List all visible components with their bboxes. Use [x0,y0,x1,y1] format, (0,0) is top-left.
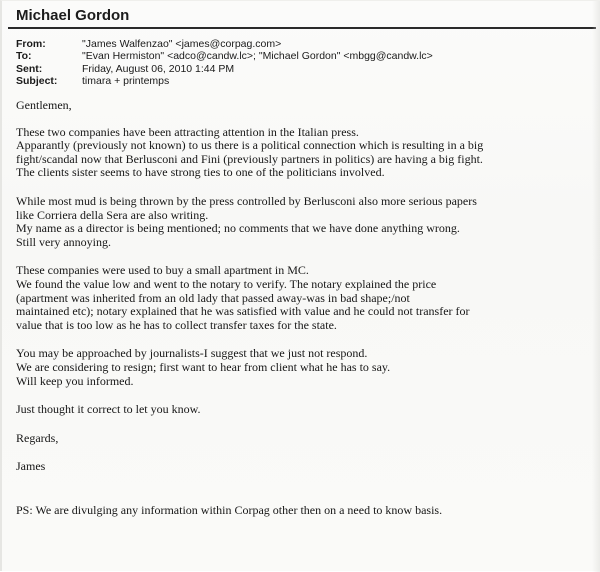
paragraph-1 [16,126,591,180]
paragraph-line: value that is too low as he has to collect transfer taxes for the state. [16,317,337,332]
recipient-title-bar [8,5,596,29]
paragraph-line: The clients sister seems to have strong ties to one of the politicians involved. [16,165,385,180]
recipient-name-title: Michael Gordon [16,7,130,24]
paragraph-5: Just thought it correct to let you know. [16,402,201,417]
header-from-label: From: [16,38,46,50]
paragraph-line: You may be approached by journalists-I suggest that we just not respond. [16,346,368,361]
paragraph-line: We are considering to resign; first want to hear from client what he has to say. [16,359,391,374]
header-to-label: To: [16,50,32,63]
email-body [16,99,591,517]
paragraph-line: maintained etc); notary explained that he was satisfied with value and he could not transfer for [16,304,470,319]
paragraph-line: fight/scandal now that Berlusconi and Fini (previously partners in politics) are having a big fight. [16,151,483,166]
header-to [16,50,433,62]
paragraph-line: While most mud is being thrown by the press controlled by Berlusconi also more serious papers [16,193,477,208]
header-subject [16,75,433,87]
greeting: Gentlemen, [16,98,72,112]
paragraph-line: Apparantly (previously not known) to us there is a political connection which is resulting in a big [16,138,484,153]
header-subject-label: Subject: [16,75,58,88]
paragraph-4 [16,347,591,388]
paragraph-line: like Corriera della Sera are also writing. [16,207,209,222]
header-sent-label: Sent: [16,62,43,75]
paragraph-line: (apartment was inherited from an old lady that passed away-was in bad shape;/not [16,290,410,305]
header-to-value: "Evan Hermiston" <adco@candw.lc>; "Michael Gordon" <mbgg@candw.lc> [82,50,433,63]
paragraph-line: Still very annoying. [16,234,111,249]
paragraph-line: Will keep you informed. [16,373,134,388]
postscript: PS: We are divulging any information within Corpag other then on a need to know basis. [16,502,443,517]
email-headers [16,38,433,88]
header-subject-value: timara + printemps [82,75,170,88]
header-from [16,38,433,50]
header-sent-value: Friday, August 06, 2010 1:44 PM [82,62,235,75]
header-from-value: "James Walfenzao" <james@corpag.com> [82,38,282,50]
signature: James [16,459,46,474]
paragraph-line: We found the value low and went to the notary to verify. The notary explained the price [16,276,437,291]
paragraph-line: My name as a director is being mentioned; no comments that we have done anything wrong. [16,221,460,236]
closing-regards: Regards, [16,430,59,445]
header-sent [16,63,433,75]
paragraph-2 [16,195,591,249]
paragraph-line: These two companies have been attracting attention in the Italian press. [16,124,359,139]
scan-edge-shadow [592,1,600,572]
paragraph-line: These companies were used to buy a small apartment in MC. [16,263,309,278]
paragraph-3 [16,264,591,332]
